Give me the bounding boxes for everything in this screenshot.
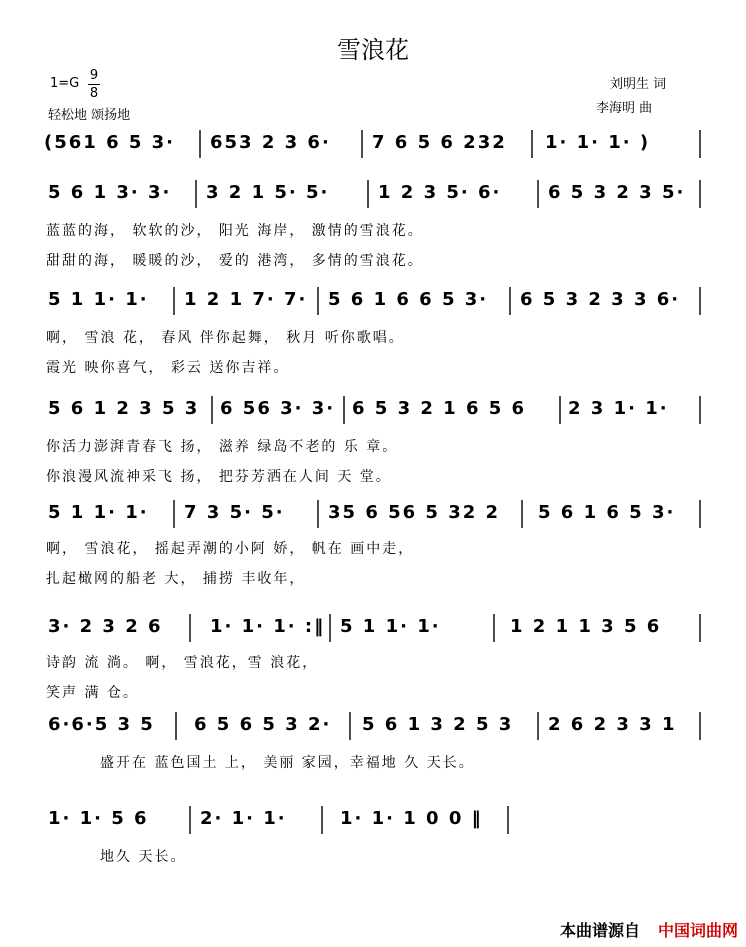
measure: (561 6 5 3· [44, 132, 176, 153]
measure: 1· 1· 1· :‖ [210, 616, 326, 637]
measure: 5 6 1 3· 3· [48, 182, 172, 203]
lyric-line: 你活力澎湃青春飞 扬， 滋养 绿岛不老的 乐 章。 [46, 439, 399, 455]
measure: 6 5 3 2 3 5· [548, 182, 686, 203]
lyric-line: 甜甜的海， 暖暖的沙， 爱的 港湾， 多情的雪浪花。 [46, 253, 424, 269]
measure: 1 2 3 5· 6· [378, 182, 502, 203]
site-name: 中国词曲网 [657, 921, 738, 940]
measure: 5 1 1· 1· [48, 502, 149, 523]
time-signature [88, 68, 100, 101]
measure: 6·6·5 3 5 [48, 714, 155, 735]
measure: 1· 1· 1 0 0 ‖ [340, 808, 483, 829]
lyric-line: 你浪漫风流神采飞 扬， 把芬芳洒在人间 天 堂。 [46, 469, 392, 485]
measure: 653 2 3 6· [210, 132, 331, 153]
measure: 5 1 1· 1· [340, 616, 441, 637]
measure: 7 3 5· 5· [184, 502, 285, 523]
source-footer [560, 918, 738, 941]
measure: 6 5 3 2 1 6 5 6 [352, 398, 527, 419]
measure: 7 6 5 6 232 [372, 132, 507, 153]
measure: 5 6 1 3 2 5 3 [362, 714, 514, 735]
tempo-marking: 轻松地 颂扬地 [48, 108, 131, 123]
measure: 6 56 3· 3· [220, 398, 336, 419]
measure: 2 3 1· 1· [568, 398, 669, 419]
measure: 6 5 3 2 3 3 6· [520, 289, 681, 310]
lyric-line: 盛开在 蓝色国土 上， 美丽 家园，幸福地 久 天长。 [100, 755, 475, 771]
lyric-line: 蓝蓝的海， 软软的沙， 阳光 海岸， 激情的雪浪花。 [46, 223, 424, 239]
measure: 5 6 1 6 5 3· [538, 502, 676, 523]
measure: 1· 1· 5 6 [48, 808, 149, 829]
source-label: 本曲谱源自 [559, 921, 640, 940]
lyric-line: 地久 天长。 [100, 849, 187, 865]
lyric-line: 霞光 映你喜气， 彩云 送你吉祥。 [46, 360, 290, 376]
lyric-line: 笑声 满 仓。 [46, 685, 139, 701]
measure: 2 6 2 3 3 1 [548, 714, 677, 735]
measure: 5 6 1 2 3 5 3 [48, 398, 200, 419]
measure: 3 2 1 5· 5· [206, 182, 330, 203]
lyric-line: 诗韵 流 淌。 啊， 雪浪花，雪 浪花， [46, 655, 319, 671]
lyric-line: 扎起橄网的船老 大， 捕捞 丰收年， [46, 571, 306, 587]
measure: 5 6 1 6 6 5 3· [328, 289, 489, 310]
measure: 6 5 6 5 3 2· [194, 714, 332, 735]
measure: 3· 2 3 2 6 [48, 616, 163, 637]
measure: 1 2 1 1 3 5 6 [510, 616, 662, 637]
lyric-line: 啊， 雪浪花， 摇起弄潮的小阿 娇， 帆在 画中走， [46, 541, 415, 557]
lyric-line: 啊， 雪浪 花， 春风 伴你起舞， 秋月 听你歌唱。 [46, 330, 405, 346]
key-signature: 1=G [50, 76, 80, 91]
time-signature-bottom: 8 [89, 86, 99, 101]
measure: 1 2 1 7· 7· [184, 289, 308, 310]
lyricist-credit: 刘明生 词 [610, 77, 667, 92]
measure: 1· 1· 1· ) [545, 132, 651, 153]
measure: 5 1 1· 1· [48, 289, 149, 310]
time-signature-top: 9 [89, 68, 99, 83]
page-title: 雪浪花 [337, 36, 409, 64]
measure: 2· 1· 1· [200, 808, 287, 829]
composer-credit: 李海明 曲 [596, 101, 653, 116]
measure: 35 6 56 5 32 2 [328, 502, 501, 523]
